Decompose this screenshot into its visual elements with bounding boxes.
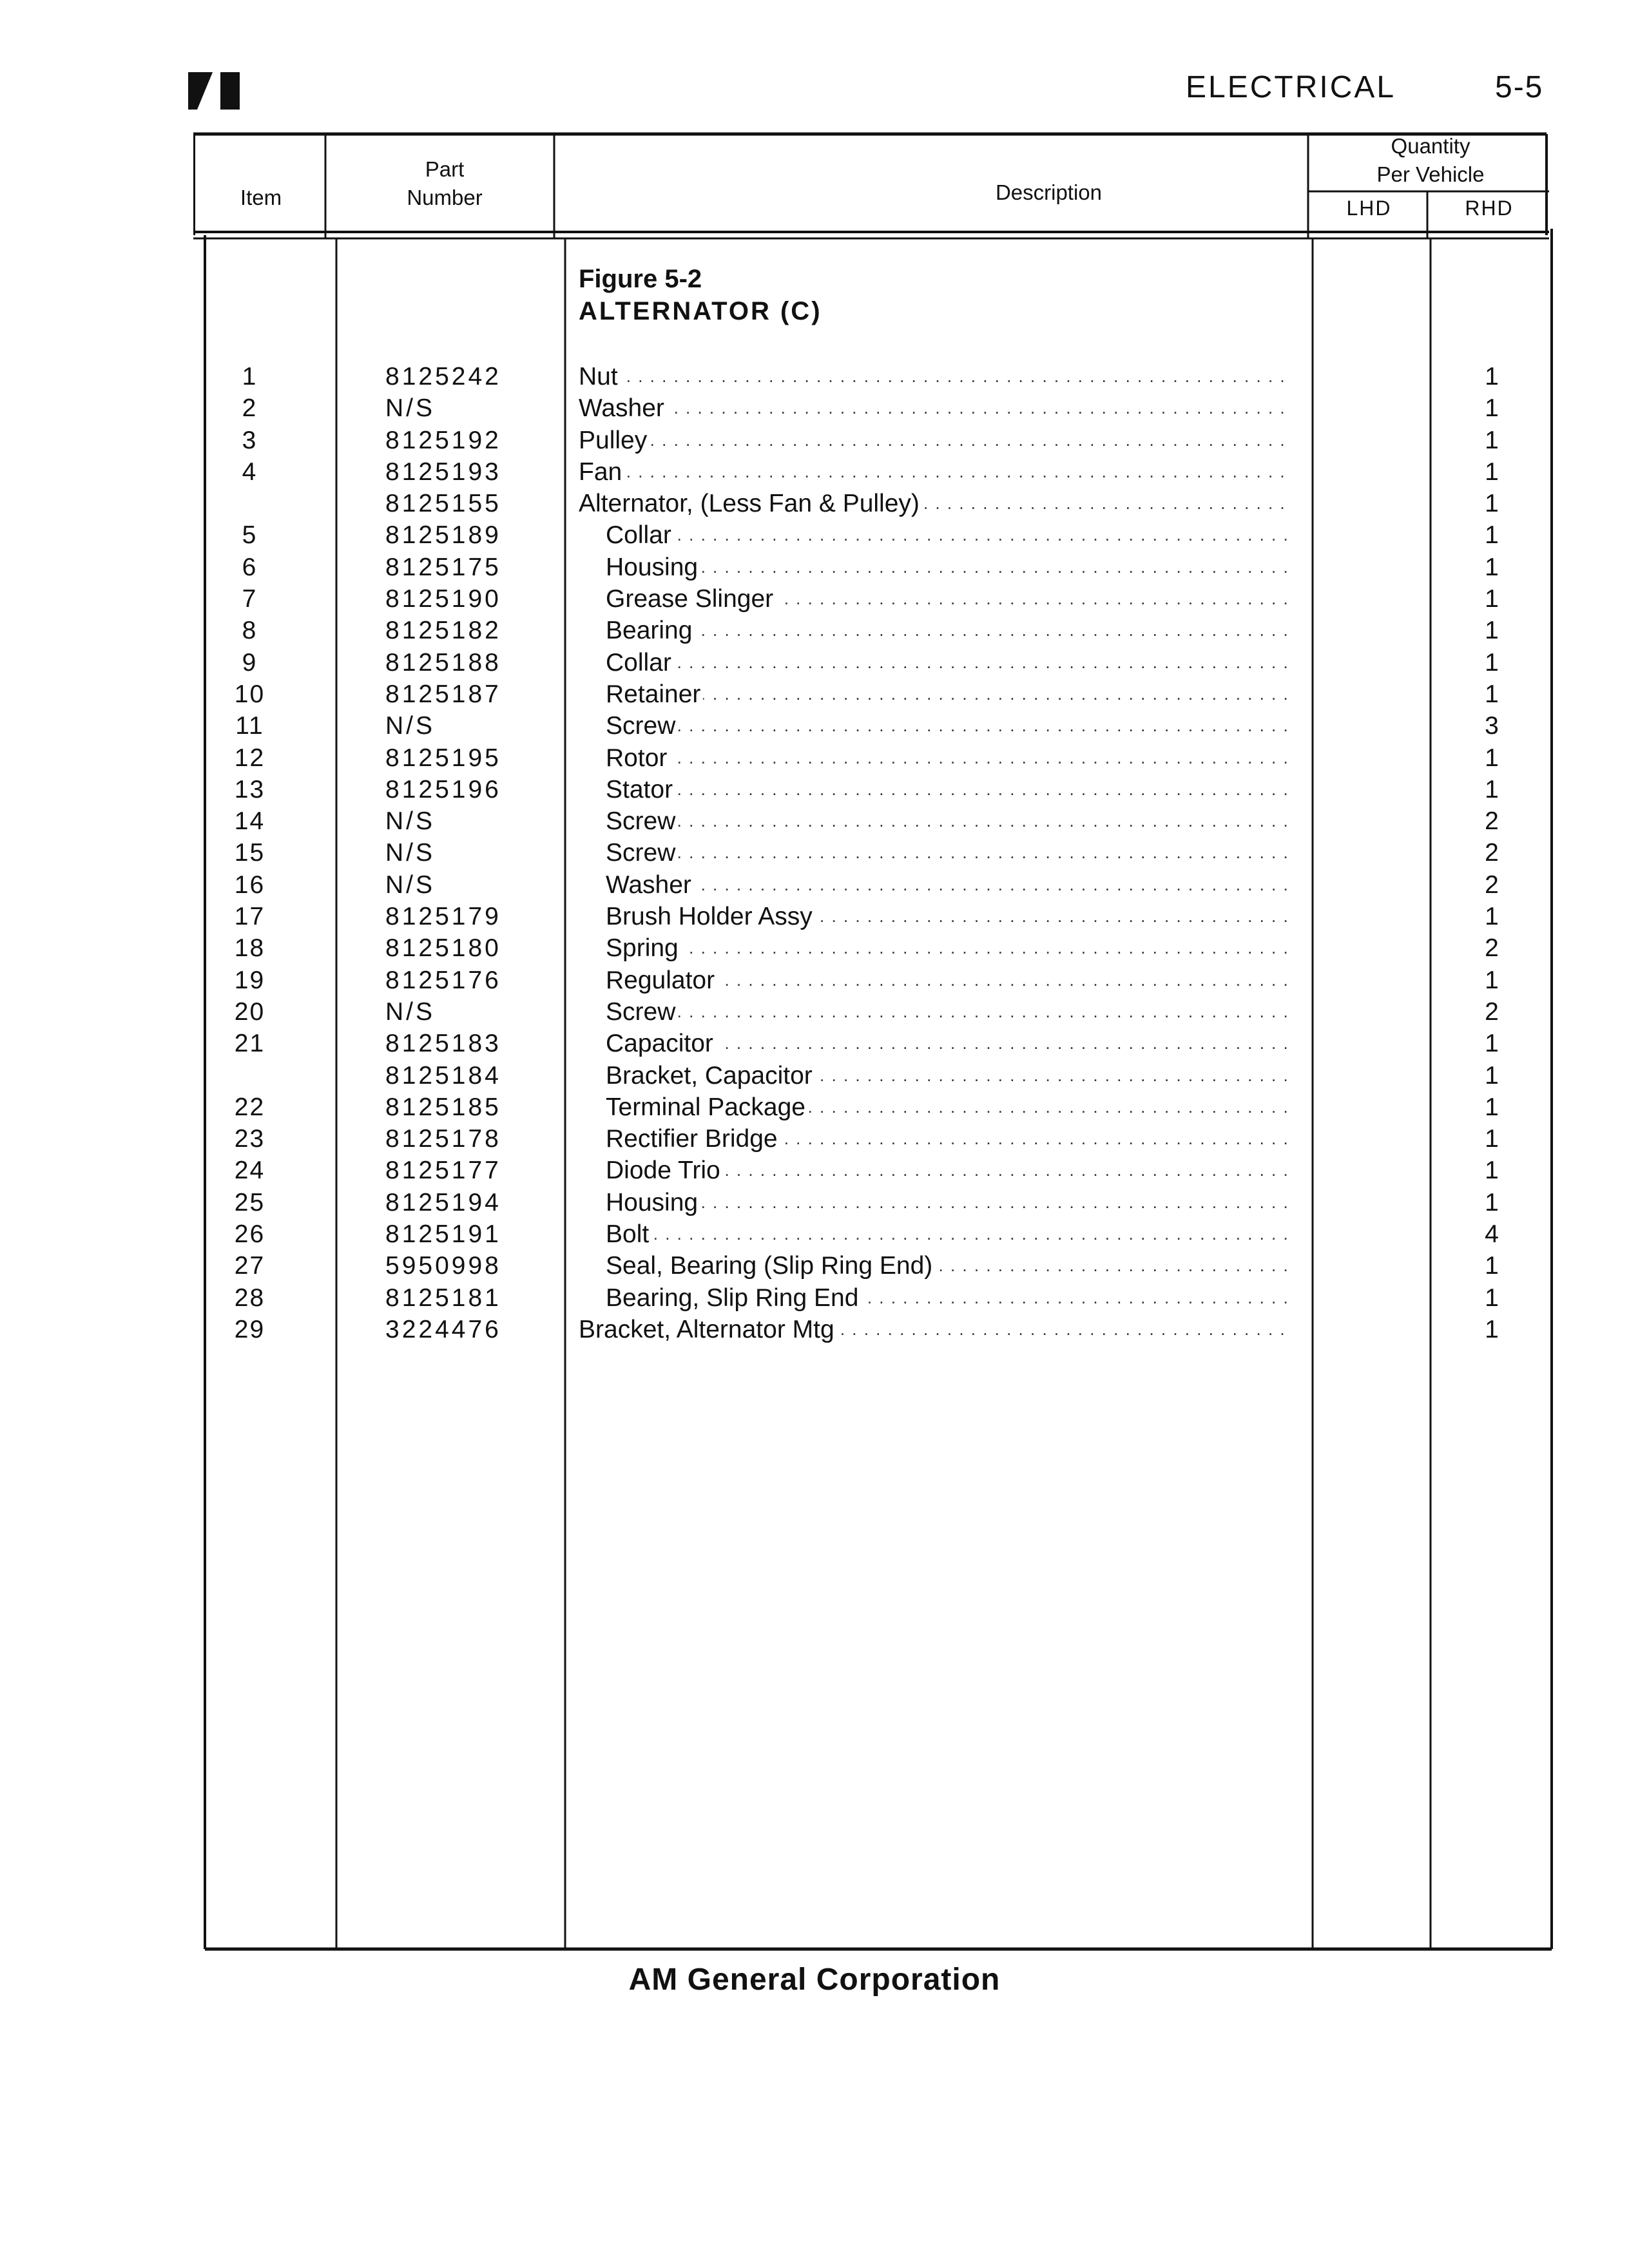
- quantity-rhd: 1: [1485, 457, 1499, 486]
- item-number: 8: [242, 617, 258, 645]
- table-row: [193, 1282, 1553, 1314]
- page-number: 5-5: [1495, 70, 1544, 104]
- parts-table: [193, 132, 1553, 1962]
- part-description-text: Terminal Package: [606, 1093, 808, 1121]
- item-number: 3: [242, 426, 258, 454]
- quantity-rhd: 1: [1485, 394, 1499, 423]
- item-number: 22: [234, 1093, 265, 1121]
- item-number: 2: [242, 394, 258, 423]
- item-number: 21: [234, 1030, 265, 1058]
- quantity-rhd: 1: [1485, 1061, 1499, 1090]
- quantity-rhd: 1: [1485, 775, 1499, 803]
- part-description: [606, 1155, 1287, 1186]
- part-description-text: Housing: [606, 1189, 700, 1216]
- part-number: 8125190: [385, 585, 501, 613]
- table-row: [193, 1060, 1553, 1091]
- part-description: [579, 1314, 1287, 1345]
- quantity-rhd: 1: [1485, 1125, 1499, 1153]
- table-row: [193, 901, 1553, 932]
- quantity-rhd: 2: [1485, 934, 1499, 963]
- part-description: [606, 1028, 1287, 1059]
- item-number: 10: [234, 680, 265, 708]
- item-number: 26: [234, 1220, 265, 1249]
- part-description-text: Washer: [579, 394, 667, 422]
- part-description-text: Capacitor: [606, 1030, 716, 1057]
- item-number: 29: [234, 1315, 265, 1343]
- part-description: [606, 1282, 1287, 1314]
- part-description-text: Spring: [606, 934, 681, 962]
- part-description-text: Grease Slinger: [606, 585, 776, 613]
- quantity-rhd: 1: [1485, 490, 1499, 518]
- part-number: N/S: [385, 997, 436, 1026]
- item-number: 5: [242, 521, 258, 550]
- part-description: [606, 774, 1287, 805]
- quantity-rhd: 1: [1485, 1283, 1499, 1312]
- quantity-rhd: 1: [1485, 903, 1499, 931]
- quantity-rhd: 4: [1485, 1220, 1499, 1249]
- item-number: 13: [234, 775, 265, 803]
- quantity-rhd: 1: [1485, 1093, 1499, 1121]
- part-description: [579, 392, 1287, 424]
- part-description: [606, 742, 1287, 774]
- part-description-text: Seal, Bearing (Slip Ring End): [606, 1252, 935, 1280]
- figure-number: Figure 5-2: [579, 265, 702, 293]
- part-number: 8125192: [385, 426, 501, 454]
- part-description: [606, 519, 1287, 551]
- column-header-description: Description: [995, 180, 1103, 204]
- part-description-text: Collar: [606, 521, 674, 549]
- part-description: [579, 488, 1287, 519]
- quantity-rhd: 1: [1485, 363, 1499, 390]
- part-description-text: Diode Trio: [606, 1157, 723, 1184]
- parts-list: [193, 361, 1553, 1345]
- item-number: 15: [234, 839, 265, 867]
- part-number: 8125176: [385, 966, 501, 994]
- part-number: 8125189: [385, 521, 501, 550]
- column-header-part-number: Part Number: [407, 157, 483, 209]
- table-row: [193, 932, 1553, 964]
- quantity-rhd: 1: [1485, 1315, 1499, 1343]
- part-number: N/S: [385, 870, 436, 899]
- part-number: 8125179: [385, 903, 501, 931]
- part-description-text: Washer: [606, 871, 694, 899]
- column-header-rhd: RHD: [1465, 197, 1514, 220]
- table-row: [193, 805, 1553, 837]
- table-row: [193, 1123, 1553, 1155]
- table-row: [193, 425, 1553, 456]
- part-number: 8125155: [385, 490, 501, 518]
- table-row: [193, 869, 1553, 901]
- part-description-text: Retainer: [606, 680, 703, 708]
- part-description-text: Screw: [606, 839, 678, 867]
- part-description-text: Stator: [606, 776, 675, 803]
- item-number: 27: [234, 1252, 265, 1280]
- part-description: [606, 1187, 1287, 1218]
- quantity-rhd: 1: [1485, 648, 1499, 677]
- part-description-text: Housing: [606, 553, 700, 581]
- part-description-text: Nut: [579, 363, 621, 390]
- item-number: 19: [234, 966, 265, 994]
- part-number: 8125196: [385, 775, 501, 803]
- quantity-rhd: 1: [1485, 680, 1499, 708]
- part-description-text: Brush Holder Assy: [606, 903, 815, 930]
- quantity-rhd: 1: [1485, 585, 1499, 613]
- table-row: [193, 1250, 1553, 1282]
- part-description: [606, 965, 1287, 996]
- quantity-rhd: 1: [1485, 1188, 1499, 1216]
- part-description: [606, 996, 1287, 1028]
- part-description: [606, 647, 1287, 678]
- part-number: 8125178: [385, 1125, 501, 1153]
- part-description: [606, 901, 1287, 932]
- table-row: [193, 1155, 1553, 1186]
- quantity-rhd: 1: [1485, 521, 1499, 550]
- item-number: 7: [242, 585, 258, 613]
- item-number: 4: [242, 457, 258, 486]
- table-row: [193, 1187, 1553, 1218]
- table-row: [193, 552, 1553, 583]
- part-description: [606, 1060, 1287, 1091]
- part-description-text: Regulator: [606, 966, 717, 994]
- item-number: 9: [242, 648, 258, 677]
- part-number: N/S: [385, 839, 436, 867]
- part-description: [606, 837, 1287, 869]
- part-description: [606, 710, 1287, 742]
- item-number: 14: [234, 807, 265, 836]
- part-description: [606, 805, 1287, 837]
- table-row: [193, 996, 1553, 1028]
- part-number: 8125184: [385, 1061, 501, 1090]
- company-footer: AM General Corporation: [628, 1963, 1001, 1997]
- table-row: [193, 1218, 1553, 1250]
- part-description: [606, 583, 1287, 615]
- quantity-rhd: 1: [1485, 966, 1499, 994]
- part-number: 8125182: [385, 617, 501, 645]
- item-number: 6: [242, 553, 258, 581]
- table-row: [193, 965, 1553, 996]
- part-description-text: Rectifier Bridge: [606, 1125, 780, 1153]
- part-description: [579, 361, 1287, 392]
- quantity-rhd: 1: [1485, 1252, 1499, 1280]
- table-row: [193, 837, 1553, 869]
- quantity-rhd: 2: [1485, 870, 1499, 899]
- item-number: 25: [234, 1188, 265, 1216]
- table-row: [193, 710, 1553, 742]
- part-number: 3224476: [385, 1315, 501, 1343]
- part-description-text: Fan: [579, 458, 624, 486]
- part-number: N/S: [385, 807, 436, 836]
- table-row: [193, 647, 1553, 678]
- part-description: [606, 615, 1287, 646]
- part-number: N/S: [385, 394, 436, 423]
- part-number: 8125175: [385, 553, 501, 581]
- table-row: [193, 488, 1553, 519]
- item-number: 23: [234, 1125, 265, 1153]
- item-number: 12: [234, 744, 265, 772]
- column-header-lhd: LHD: [1346, 197, 1392, 220]
- part-number: 8125183: [385, 1030, 501, 1058]
- part-description: [606, 1123, 1287, 1155]
- table-row: [193, 392, 1553, 424]
- am-general-logo-icon: [188, 72, 246, 110]
- part-description-text: Collar: [606, 649, 674, 677]
- item-number: 24: [234, 1157, 265, 1185]
- part-description-text: Bracket, Alternator Mtg: [579, 1316, 837, 1343]
- part-description: [606, 1091, 1287, 1123]
- part-number: 8125242: [385, 363, 501, 390]
- part-description-text: Bolt: [606, 1220, 651, 1248]
- quantity-rhd: 3: [1485, 712, 1499, 740]
- quantity-rhd: 1: [1485, 1030, 1499, 1058]
- part-description: [606, 1218, 1287, 1250]
- item-number: 20: [234, 997, 265, 1026]
- part-number: 8125191: [385, 1220, 501, 1249]
- quantity-rhd: 1: [1485, 617, 1499, 645]
- part-description: [606, 1250, 1287, 1282]
- part-description-text: Alternator, (Less Fan & Pulley): [579, 490, 922, 517]
- table-row: [193, 361, 1553, 392]
- part-description: [606, 932, 1287, 964]
- table-row: [193, 1091, 1553, 1123]
- quantity-rhd: 2: [1485, 807, 1499, 836]
- part-number: 8125193: [385, 457, 501, 486]
- part-description-text: Bearing, Slip Ring End: [606, 1284, 861, 1312]
- table-row: [193, 678, 1553, 710]
- table-row: [193, 583, 1553, 615]
- table-row: [193, 1028, 1553, 1059]
- part-description: [579, 425, 1287, 456]
- part-number: 8125177: [385, 1157, 501, 1185]
- item-number: 1: [242, 363, 258, 390]
- part-description-text: Screw: [606, 712, 678, 740]
- part-number: 5950998: [385, 1252, 501, 1280]
- part-description: [606, 552, 1287, 583]
- part-number: 8125185: [385, 1093, 501, 1121]
- part-number: 8125181: [385, 1283, 501, 1312]
- quantity-rhd: 1: [1485, 426, 1499, 454]
- figure-title: ALTERNATOR (C): [579, 297, 822, 325]
- part-description-text: Rotor: [606, 744, 670, 772]
- table-row: [193, 615, 1553, 646]
- item-number: 11: [235, 712, 264, 740]
- table-row: [193, 456, 1553, 488]
- part-description-text: Bracket, Capacitor: [606, 1062, 815, 1090]
- part-description: [606, 869, 1287, 901]
- part-number: 8125187: [385, 680, 501, 708]
- quantity-rhd: 1: [1485, 553, 1499, 581]
- quantity-rhd: 1: [1485, 744, 1499, 772]
- item-number: 28: [234, 1283, 265, 1312]
- item-number: 18: [234, 934, 265, 963]
- quantity-rhd: 2: [1485, 997, 1499, 1026]
- table-row: [193, 774, 1553, 805]
- part-description: [579, 456, 1287, 488]
- part-number: 8125194: [385, 1188, 501, 1216]
- part-description-text: Bearing: [606, 617, 695, 644]
- quantity-rhd: 1: [1485, 1157, 1499, 1185]
- column-header-item: Item: [240, 186, 282, 209]
- item-number: 17: [234, 903, 265, 931]
- table-row: [193, 519, 1553, 551]
- table-row: [193, 742, 1553, 774]
- part-number: 8125180: [385, 934, 501, 963]
- part-description: [606, 678, 1287, 710]
- part-number: 8125195: [385, 744, 501, 772]
- part-number: 8125188: [385, 648, 501, 677]
- part-description-text: Screw: [606, 998, 678, 1026]
- part-description-text: Screw: [606, 807, 678, 835]
- item-number: 16: [234, 870, 265, 899]
- table-row: [193, 1314, 1553, 1345]
- part-description-text: Pulley: [579, 427, 650, 454]
- part-number: N/S: [385, 712, 436, 740]
- section-title: ELECTRICAL: [1186, 70, 1396, 104]
- quantity-rhd: 2: [1485, 839, 1499, 867]
- column-header-quantity: Quantity Per Vehicle: [1376, 134, 1485, 186]
